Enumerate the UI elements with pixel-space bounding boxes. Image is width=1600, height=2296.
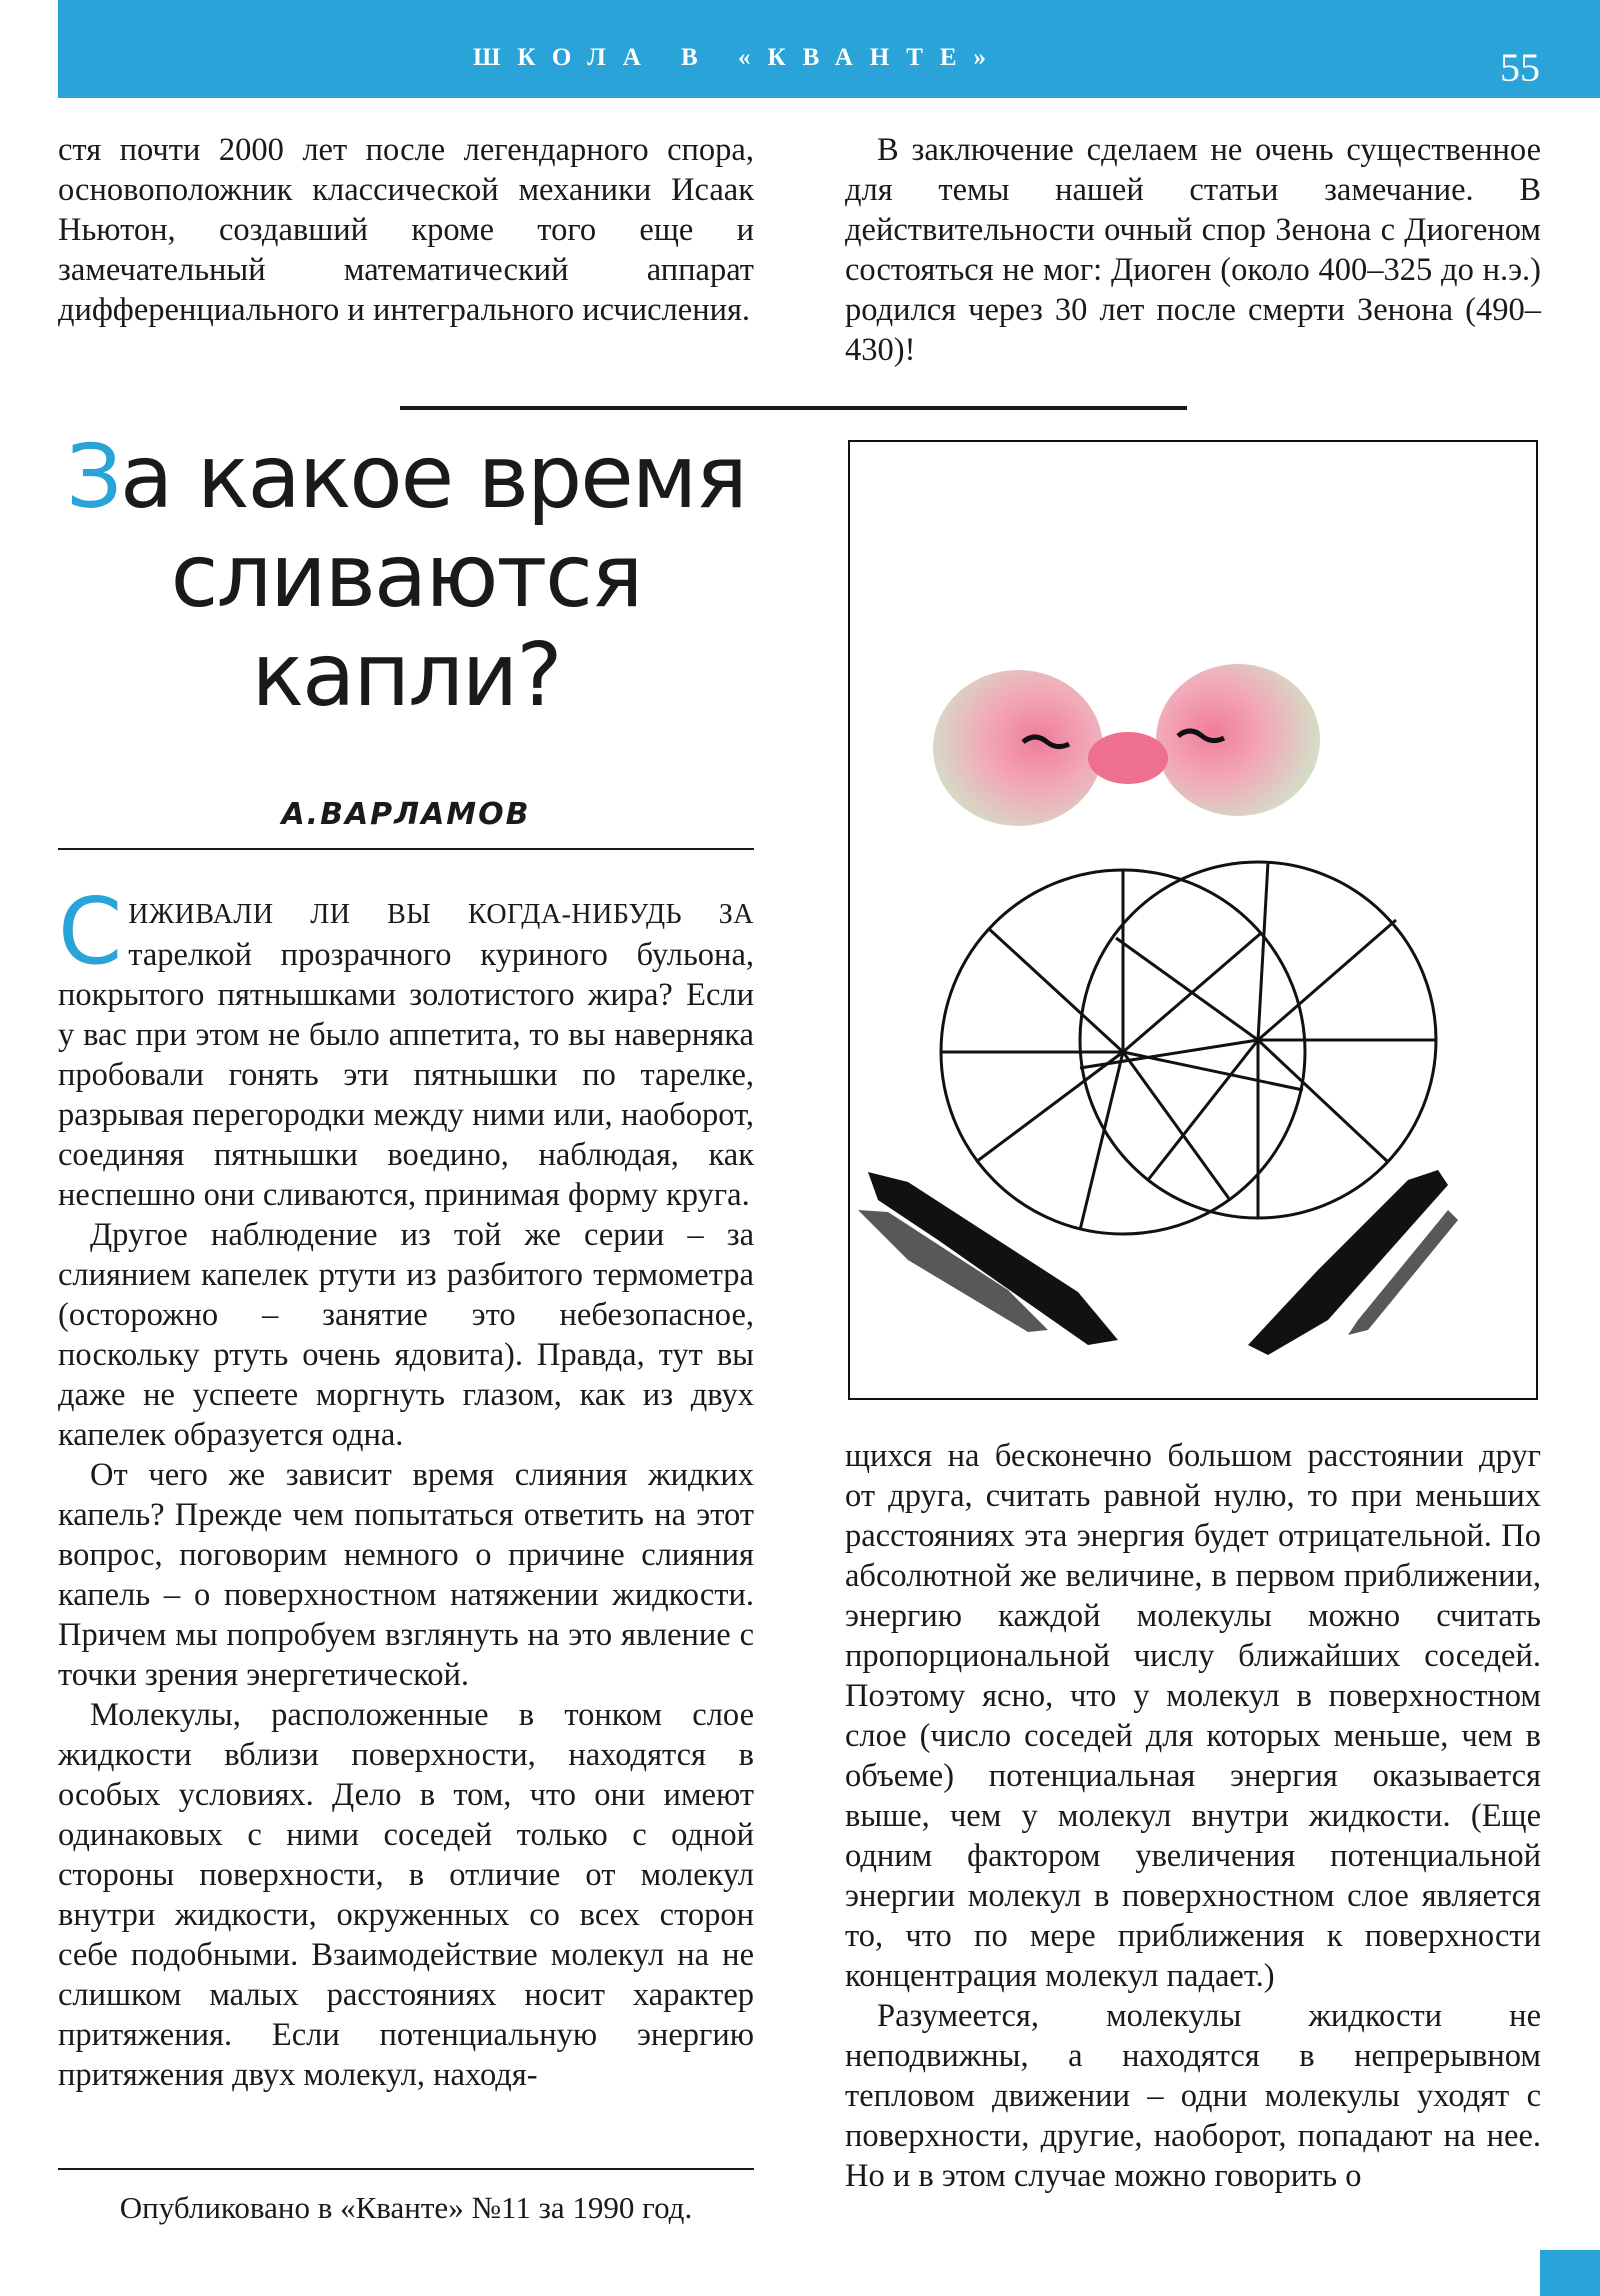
- paragraph-4: Молекулы, расположенные в тонком слое жидкости вблизи поверхности, находятся в особых условиях. Дело в том, что они имеют одинаковых с ними соседей только с одной стороны поверхности, в отличие от молекул внутри жидкости, окруженных со всех сторон себе подобными. Взаимодействие молекул на не слишком малых расстояниях носит характер притяжения. Если потенциальную энергию притяжения двух молекул, находя-: [58, 1697, 754, 2093]
- article-title: [58, 428, 754, 725]
- closing-remark-paragraph: В заключение сделаем не очень существенное для темы нашей статьи замечание. В действительности очный спор Зенона с Диогеном состояться не мог: Диоген (около 400–325 до н.э.) родился через 30 лет после смерти Зенона (490–430)!: [845, 132, 1541, 368]
- continued-text-left: [58, 130, 754, 330]
- section-title: ШКОЛА В «КВАНТЕ»: [472, 44, 1004, 71]
- paragraph-3: От чего же зависит время слияния жидких капель? Прежде чем попытаться ответить на этот вопрос, поговорим немного о причине слияния капель – о поверхностном натяжении жидкости. Причем мы попробуем взглянуть на это явление с точки зрения энергетической.: [58, 1457, 754, 1693]
- paragraph-2: Другое наблюдение из той же серии – за слиянием капелек ртути из разбитого термометра (осторожно – занятие это небезопасное, поскольку ртуть очень ядовита). Правда, тут вы даже не успеете моргнуть глазом, как из двух капелек образуется одна.: [58, 1217, 754, 1453]
- drops-on-wheels-illustration: [848, 440, 1538, 1400]
- article-body-left: [58, 878, 754, 2095]
- publication-footnote: Опубликовано в «Кванте» №11 за 1990 год.: [119, 2190, 693, 2225]
- continued-text-right: [845, 130, 1541, 370]
- article-separator-rule: [400, 406, 1187, 410]
- page-header: [58, 0, 1600, 98]
- paragraph-5: щихся на бесконечно большом расстоянии друг от друга, считать равной нулю, то при меньших расстояниях эта энергия будет отрицательной. По абсолютной же величине, в первом приближении, энергию каждой молекулы можно считать пропорциональной числу ближайших соседей. Поэтому ясно, что у молекул в поверхностном слое (число соседей для которых меньше, чем в объеме) потенциальная энергия оказывается выше, чем у молекул внутри жидкости. (Еще одним фактором увеличения потенциальной энергии молекул в поверхностном слое является то, что по мере приближения к поверхности концентрация молекул падает.): [845, 1438, 1541, 1994]
- footnote-rule: [58, 2168, 754, 2170]
- continued-paragraph-left: стя почти 2000 лет после легендарного спора, основоположник классической механики Исаак Ньютон, создавший кроме того еще и замечательный математический аппарат дифференциального и интегрального исчисления.: [58, 132, 754, 328]
- illustration-frame: [848, 440, 1538, 1400]
- article-author: А.ВАРЛАМОВ: [281, 797, 531, 832]
- article-body-right: [845, 1436, 1541, 2196]
- page-number: 55: [1500, 45, 1540, 90]
- lead-in-caps: ИЖИВАЛИ ЛИ ВЫ КОГДА-НИБУДЬ ЗА: [128, 899, 754, 930]
- paragraph-1: [58, 878, 754, 1215]
- title-initial: З: [66, 426, 120, 528]
- corner-tab: [1540, 2250, 1600, 2296]
- paragraph-6: Разумеется, молекулы жидкости не неподвижны, а находятся в непрерывном тепловом движении – одни молекулы уходят с поверхности, другие, наоборот, попадают на нее. Но и в этом случае можно говорить о: [845, 1998, 1541, 2194]
- author-underline-rule: [58, 848, 754, 850]
- drop-cap: С: [58, 878, 123, 985]
- paragraph-1-text: тарелкой прозрачного куриного бульона, покрытого пятнышками золотистого жира? Если у вас при этом не было аппетита, то вы наверняка пробовали гонять эти пятнышки по тарелке, разрывая перегородки между ними или, наоборот, соединяя пятнышки воедино, наблюдая, как неспешно они сливаются, принимая форму круга.: [58, 937, 754, 1213]
- title-text: а какое время сливаются капли?: [120, 426, 746, 726]
